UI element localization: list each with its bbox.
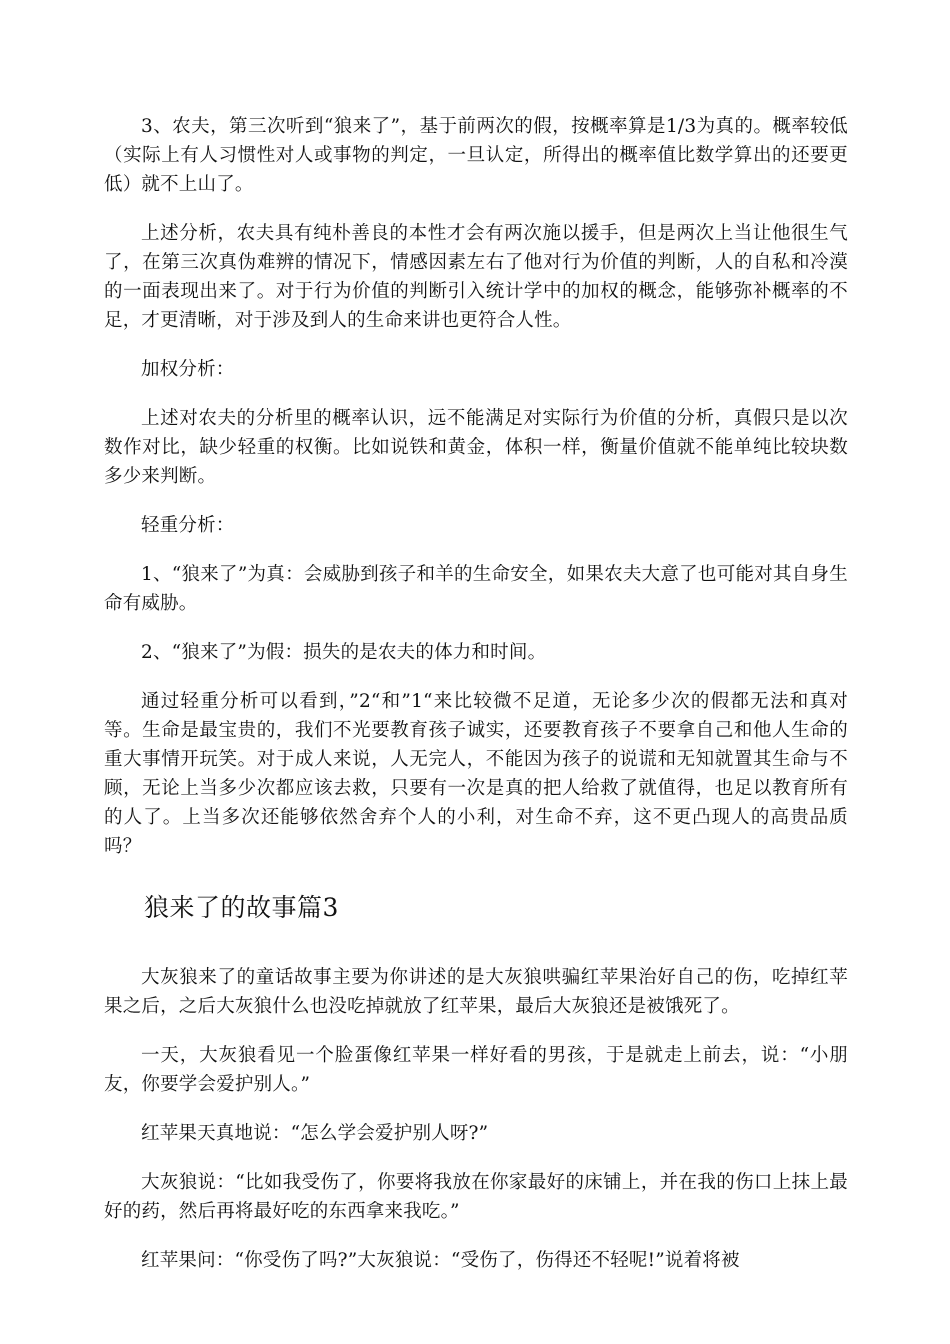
paragraph: 轻重分析： [141,515,235,536]
paragraph: 上述对农夫的分析里的概率认识，远不能满足对实际行为价值的分析，真假只是以次数作对比，缺少轻重的权衡。比如说铁和黄金，体积一样，衡量价值就不能单纯比较块数多少来判断。 [104,408,848,487]
paragraph: 2、“狼来了”为假：损失的是农夫的体力和时间。 [141,642,547,663]
paragraph: 上述分析，农夫具有纯朴善良的本性才会有两次施以援手，但是两次上当让他很生气了，在第三次真伪难辨的情况下，情感因素左右了他对行为价值的判断，人的自私和冷漠的一面表现出来了。对于行为价值的判断引入统计学中的加权的概念，能够弥补概率的不足，才更清晰，对于涉及到人的生命来讲也更符合人性。 [104,223,848,331]
paragraph: 3、农夫，第三次听到“狼来了”，基于前两次的假，按概率算是1/3为真的。概率较低（实际上有人习惯性对人或事物的判定，一旦认定，所得出的概率值比数学算出的还要更低）就不上山了。 [104,116,848,195]
document-page [104,112,848,1275]
paragraph: 大灰狼来了的童话故事主要为你讲述的是大灰狼哄骗红苹果治好自己的伤，吃掉红苹果之后，之后大灰狼什么也没吃掉就放了红苹果，最后大灰狼还是被饿死了。 [104,967,848,1017]
paragraph: 一天，大灰狼看见一个脸蛋像红苹果一样好看的男孩，于是就走上前去，说：“小朋友，你要学会爱护别人。” [104,1045,848,1095]
paragraph: 红苹果问：“你受伤了吗?”大灰狼说：“受伤了，伤得还不轻呢!”说着将被 [141,1250,740,1271]
paragraph: 红苹果天真地说：“怎么学会爱护别人呀?” [141,1123,489,1144]
section-heading: 狼来了的故事篇3 [144,893,339,922]
paragraph: 通过轻重分析可以看到，”2“和”1“来比较微不足道，无论多少次的假都无法和真对等。生命是最宝贵的，我们不光要教育孩子诚实，还要教育孩子不要拿自己和他人生命的重大事情开玩笑。对于成人来说，人无完人，不能因为孩子的说谎和无知就置其生命与不顾，无论上当多少次都应该去救，只要有一次是真的把人给救了就值得，也足以教育所有的人了。上当多次还能够依然舍弃个人的小利，对生命不弃，这不更凸现人的高贵品质吗？ [104,691,848,857]
paragraph: 加权分析： [141,359,235,380]
paragraph: 大灰狼说：“比如我受伤了，你要将我放在你家最好的床铺上，并在我的伤口上抹上最好的药，然后再将最好吃的东西拿来我吃。” [104,1172,848,1222]
paragraph: 1、“狼来了”为真：会威胁到孩子和羊的生命安全，如果农夫大意了也可能对其自身生命有威胁。 [104,564,848,614]
